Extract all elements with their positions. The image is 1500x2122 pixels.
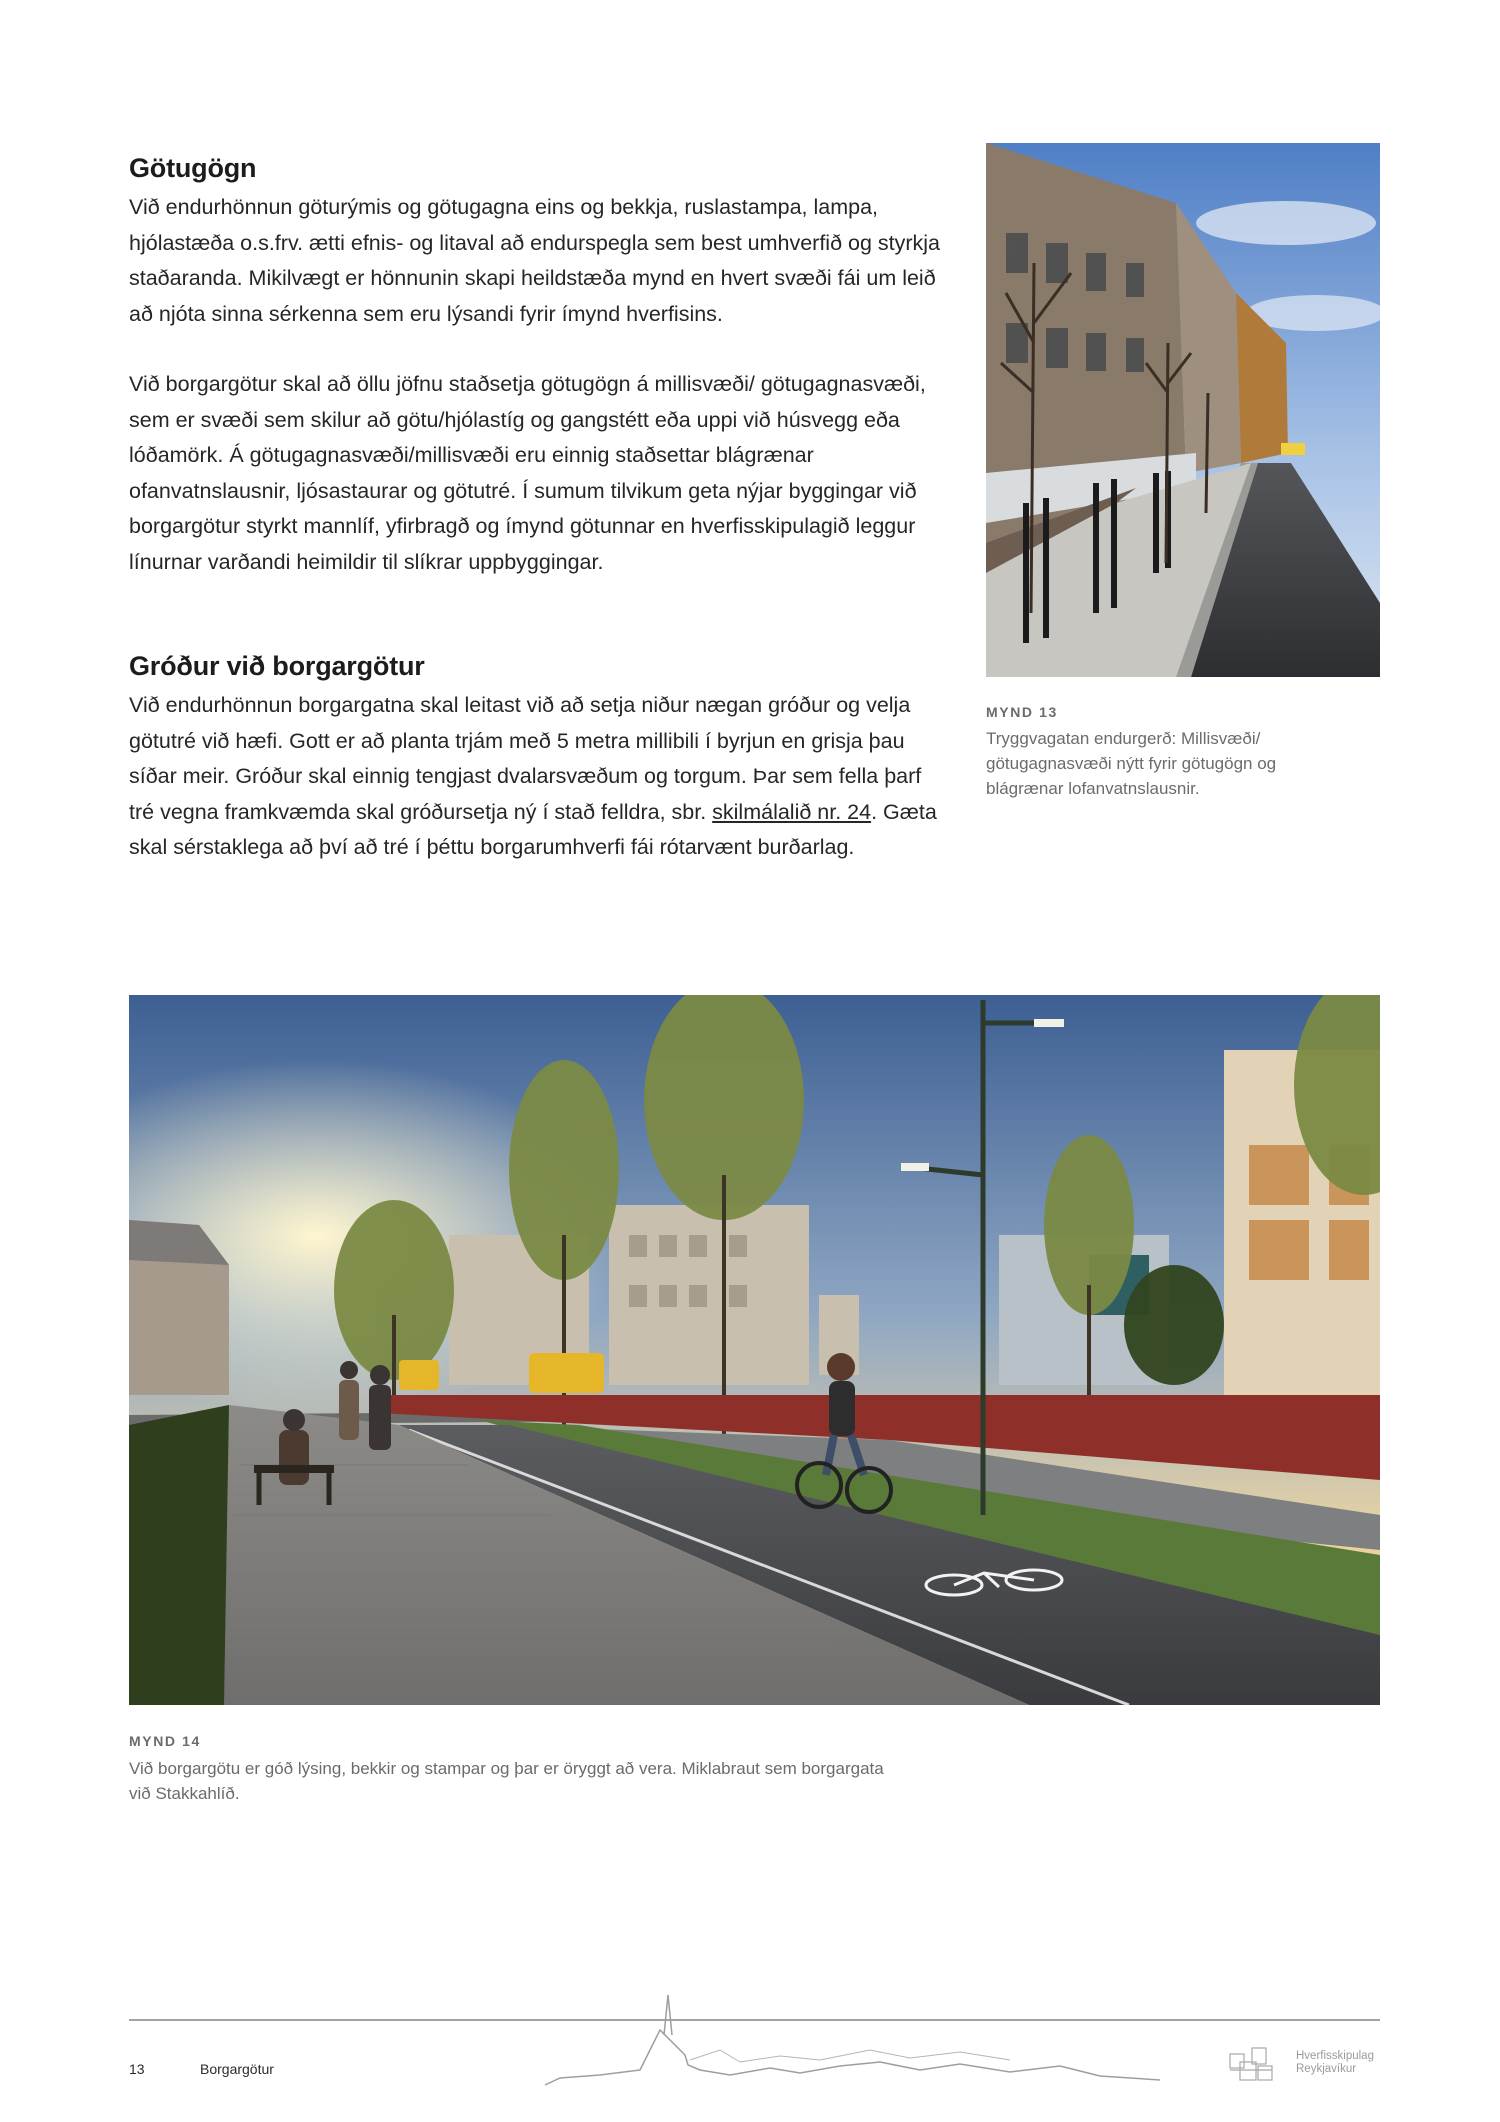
skyline-outline — [540, 1990, 1170, 2090]
footer-section-title: Borgargötur — [200, 2061, 274, 2077]
figure-13-caption: Tryggvagatan endurgerð: Millisvæði/ götugagnasvæði nýtt fyrir götugögn og blágrænar lofanvatnslausnir. — [986, 729, 1277, 798]
paragraph-gotugogn-1: Við endurhönnun göturýmis og götugagna eins og bekkja, ruslastampa, lampa, hjólastæða o.s.frv. ætti efnis- og litaval að endurspegla sem best umhverfið og styrkja staðaranda. Mikilvægt er hönnunin skapi heildstæða mynd en hvert svæði fái um leið að njóta sinna sérkenna sem eru lýsandi fyrir ímynd hverfisins. — [129, 195, 941, 326]
paragraph-grodur-text: Við endurhönnun borgargatna skal leitast við að setja niður nægan gróður og velja götutré við hæfi. Gott er að planta trjám með 5 metra millibili í byrjun en grisja þau síðar meir. Gróður skal einnig tengjast dvalarsvæðum og torgum. Þar sem fella þarf tré vegna framkvæmda skal gróðursetja ný í stað felldra, sbr. — [129, 693, 922, 824]
figure-14-caption: Við borgargötu er góð lýsing, bekkir og stampar og þar er öryggt að vera. Miklabraut sem borgargata við Stakkahlíð. — [129, 1759, 884, 1803]
logo-line-2: Reykjavíkur — [1296, 2063, 1357, 2075]
figure-13-photo — [986, 143, 1380, 677]
paragraph-grodur-text-end: . Gæta skal sérstaklega að því að tré í þéttu borgarumhverfi fái rótarvænt burðarlag. — [129, 799, 937, 859]
hverfisskipulag-logo-icon — [1228, 2044, 1276, 2084]
figure-14-label: MYND 14 — [129, 1733, 201, 1749]
figure-14-photo — [129, 995, 1380, 1705]
figure-13-label: MYND 13 — [986, 704, 1058, 720]
heading-grodur: Gróður við borgargötur — [129, 651, 425, 681]
page-number: 13 — [129, 2061, 145, 2077]
paragraph-grodur — [129, 688, 949, 866]
logo-line-1: Hverfisskipulag — [1296, 2050, 1374, 2062]
heading-gotugogn: Götugögn — [129, 153, 257, 183]
paragraph-gotugogn-2: Við borgargötur skal að öllu jöfnu staðsetja götugögn á millisvæði/ götugagnasvæði, sem er svæði sem skilur að götu/hjólastíg og gangstétt eða uppi við húsvegg eða lóðamörk. Á götugagnasvæði/millisvæði eru einnig staðsettar blágrænar ofanvatnslausnir, ljósastaurar og götutré. Í sumum tilvikum geta nýjar byggingar við borgargötur styrkt mannlíf, yfirbragð og ímynd götunnar en hverfisskipulagið leggur línurnar varðandi heimildir til slíkrar uppbyggingar. — [129, 372, 926, 574]
skilmalalid-link[interactable]: skilmálalið nr. 24 — [712, 799, 872, 824]
hverfisskipulag-logo-text — [1296, 2050, 1374, 2076]
